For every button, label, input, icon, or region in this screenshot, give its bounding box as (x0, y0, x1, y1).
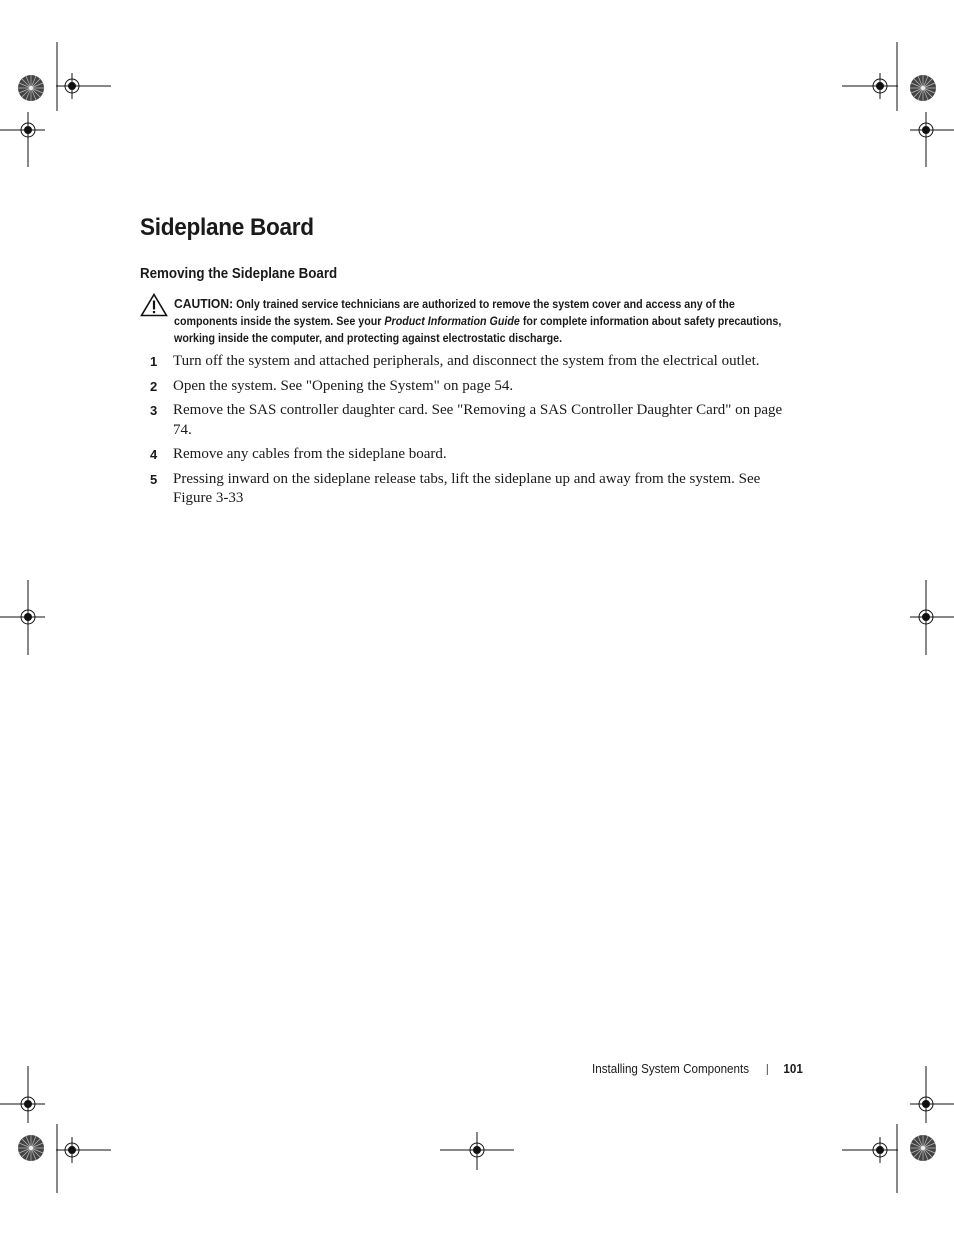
step-text: Remove the SAS controller daughter card. See "Removing a SAS Controller Daughter Card" on page 74. (173, 402, 783, 438)
step-text: Turn off the system and attached peripherals, and disconnect the system from the electrical outlet. (173, 353, 760, 369)
section-heading: Removing the Sideplane Board (140, 266, 338, 282)
step-item (150, 352, 800, 372)
step-item (150, 377, 800, 397)
footer-divider (767, 1064, 768, 1075)
step-number: 5 (150, 471, 158, 487)
caution-body-end: for complete information about safety precautions, working inside the computer, and protecting against electrostatic discharge. (174, 316, 782, 345)
warning-triangle-icon (140, 293, 168, 317)
page-title: Sideplane Board (140, 214, 314, 241)
page-number: 101 (783, 1062, 803, 1076)
step-number: 4 (150, 447, 158, 462)
step-item (150, 445, 800, 465)
step-text: Remove any cables from the sideplane board. (173, 446, 447, 462)
step-text: Pressing inward on the sideplane release tabs, lift the sideplane up and away from the system. See Figure 3-33 (173, 470, 761, 506)
caution-label: CAUTION: (174, 296, 234, 311)
step-text: Open the system. See "Opening the System" on page 54. (173, 377, 514, 394)
step-number: 2 (150, 378, 158, 394)
step-number: 1 (150, 354, 158, 369)
product-information-guide-reference: Product Information Guide (384, 316, 520, 328)
step-number: 3 (150, 403, 158, 418)
footer-section-title: Installing System Components (592, 1062, 750, 1076)
step-item (150, 470, 800, 509)
procedure-steps (150, 352, 800, 509)
page-footer (592, 1062, 803, 1076)
step-item (150, 401, 800, 440)
caution-body-start: Only trained service technicians are authorized to remove the system cover and access any of the components inside the system. See your (174, 299, 735, 328)
caution-text (174, 295, 788, 348)
